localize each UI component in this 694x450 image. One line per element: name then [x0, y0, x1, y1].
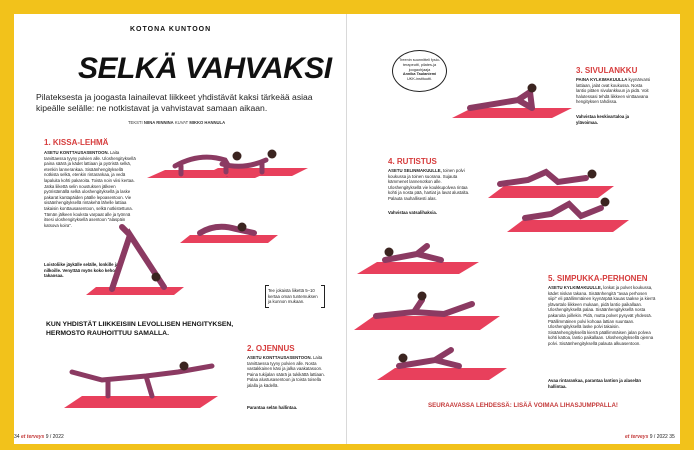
footer-right-brand: et terveys: [625, 434, 649, 440]
footer-left-issue: 9 / 2022: [45, 434, 64, 440]
byline: [128, 120, 225, 125]
byline-text-label: TEKSTI: [128, 120, 143, 125]
step-3-heading: 3. SIVULANKKU: [576, 66, 638, 75]
step-2-body: [247, 355, 327, 389]
step-2-lead-in: ASETU KONTTAUSASENTOON.: [247, 355, 312, 360]
step-5-lead-in: ASETU KYLKIMAKUULLE,: [548, 285, 602, 290]
photo-butterfly-open: [352, 290, 502, 334]
step-4-heading: 4. RUTISTUS: [388, 157, 437, 166]
step-3-lead-in: PAINA KYLKIMAKUULLA: [576, 77, 628, 82]
photo-clamshell-knee: [375, 342, 510, 384]
pull-quote: [46, 320, 233, 338]
expert-affiliation: UKK-instituutti.: [406, 77, 433, 82]
photo-clamshell-1: [355, 238, 485, 280]
step-5-result: Avaa rintarankaa, parantaa lantion ja alaselän hallintaa.: [548, 378, 641, 389]
pull-quote-line-2: HERMOSTO RAUHOITTUU SAMALLA.: [46, 330, 169, 337]
footer-left-page-number: 34: [14, 434, 20, 440]
photo-side-plank: [450, 78, 575, 122]
article-title: SELKÄ VAHVAKSI: [78, 52, 332, 85]
footer-right: [625, 434, 675, 440]
step-1-lead-in: ASETU KONTTAUSASENTOON.: [44, 150, 109, 155]
step-3-text: kyynärvarsi lattiaan, jalat ovat koukussa. Nosta lantio pitäen sivulankkuun ja pidä. Voit halutessasi tehdä liikkeen vinttaavana hengityksen tahdissa.: [576, 77, 651, 105]
step-2-heading: 2. OJENNUS: [247, 344, 295, 353]
footer-left-brand: et terveys: [20, 434, 45, 440]
step-3-result: Vahvistaa keskivartaloa ja ylävoimaa.: [576, 114, 630, 125]
footer-right-issue: 9 / 2022: [649, 434, 668, 440]
photo-bird-dog: [62, 350, 232, 412]
byline-writer: NIINA RINNINA: [143, 120, 174, 125]
byline-photographer: MIKKO HANNULA: [189, 120, 226, 125]
step-4-body: [388, 168, 476, 202]
step-5-text: lonkat ja polvet koukussa, kädet niskan takana. Sisäänhengitä "avaa perhosen siipi" eli päällimmäinen kyynärpää kauas taakse ja kierrä ylävartalo liikkeen mukaan, pidä lantio paikallaan. Uloshengityksellä palaa. Sisäänhengityksellä nosta pakaroita joillekin. Pidä, mutta polvet pysyvät yhdessä. Päällimmäinen polvi kohoaa lattian suuntaan. Uloshengityksellä laske polvi takaisin. Sisäänhengityksellä kierrä päällimmäisen jalan polvea kohti kattoa, lantio paikallaan. Uloshengityksellä ojenna polvi. Sisäänhengityksellä palauta alkuasentoon.: [548, 285, 656, 346]
step-4-lead-in: ASETU SELINMAKUULLE,: [388, 168, 442, 173]
section-kicker: KOTONA KUNTOON: [130, 26, 212, 33]
repetition-tip: Tee jokaista liikettä 5–10 kertaa oman tuntemuksen ja kunnon mukaan.: [265, 285, 325, 308]
step-5-body: [548, 285, 656, 347]
photo-downward-dog: [84, 215, 184, 300]
byline-photo-label: KUVAT: [174, 120, 189, 125]
step-4-text: toinen polvi koukussa ja toinen suorana. Sujauta kämmenet lannenotkon alle. Uloshengityksellä vie koukkupolvea rintaa kohti ja nosta pää, hartiat ja lavat alustalta. Palauta rauhallisesti alas.: [388, 168, 470, 201]
step-1-heading: 1. KISSA-LEHMÄ: [44, 138, 109, 147]
article-lead: Pilateksesta ja joogasta lainailevat liikkeet yhdistävät kaksi tärkeää asiaa kipeälle selälle: ne notkistavat ja vahvistavat samaan aikaan.: [36, 92, 313, 113]
step-1-text: Laita tarvittaessa tyyny polvien alle. Uloshengityksellä paina säärä ja kädet lattiaan ja pyöristä selkä, etenkin lannerankaa. Sisäänhengityksellä notkista selkä, etenkin rintarankaa, ja vedä lapaluita kohti pakaroita. Toista noin viisi kertaa. Jatka liikettä selin noustuksen jälkeen pyöristämällä selkä uloshengityksellä ja laske pakarat kantapäiden päälle lepoasentoon. Vie sisäänhengityksellä rintakehä lähelle lattiaa takaisin konttausasentoon, selkä notkistettuna. Tämän jälkeen kouksta varpaat alle ja työnnä itsesi uloshengityksellä asentoon "alaspäin katsova koira".: [44, 150, 136, 228]
step-5-heading: 5. SIMPUKKA-PERHONEN: [548, 274, 648, 283]
photo-cow-pose: [200, 140, 310, 180]
expert-badge: [392, 50, 447, 92]
next-issue-teaser: SEURAAVASSA LEHDESSÄ: LISÄÄ VOIMAA LIHASJUMPPALLA!: [428, 402, 618, 409]
step-2-text: Laita tarvittaessa tyyny polvien alle. Nosta vastakkainen käsi ja jalka vaakatasoon. Paina tukijalan säärä ja tukikättä lattiaan. Palaa alustusasentoon ja toista toisella jalalla ja kädellä.: [247, 355, 325, 388]
step-2-result: Parantaa selän hallintaa.: [247, 405, 298, 410]
step-3-body: [576, 77, 652, 105]
step-4-result: Vahvistaa vatsalihaksia.: [388, 210, 437, 215]
expert-intro: Treenin suunnitteli fysio-terapeutti, pilates-ja joogaohjaaja: [398, 58, 440, 72]
footer-left: [14, 434, 64, 440]
expert-name: Annika Taulaniemi: [402, 72, 437, 77]
footer-right-page-number: 35: [669, 434, 675, 440]
spine: [346, 14, 347, 444]
photo-crunch-lift: [505, 192, 630, 236]
pull-quote-line-1: KUN YHDISTÄT LIIKKEISIIN LEVOLLISEN HENGITYKSEN,: [46, 321, 234, 328]
step-1-result: Loistoliike jäykälle selälle, lonkille ja nilkoille. Venyttää myös koko kehon takaosaa.: [44, 262, 119, 279]
